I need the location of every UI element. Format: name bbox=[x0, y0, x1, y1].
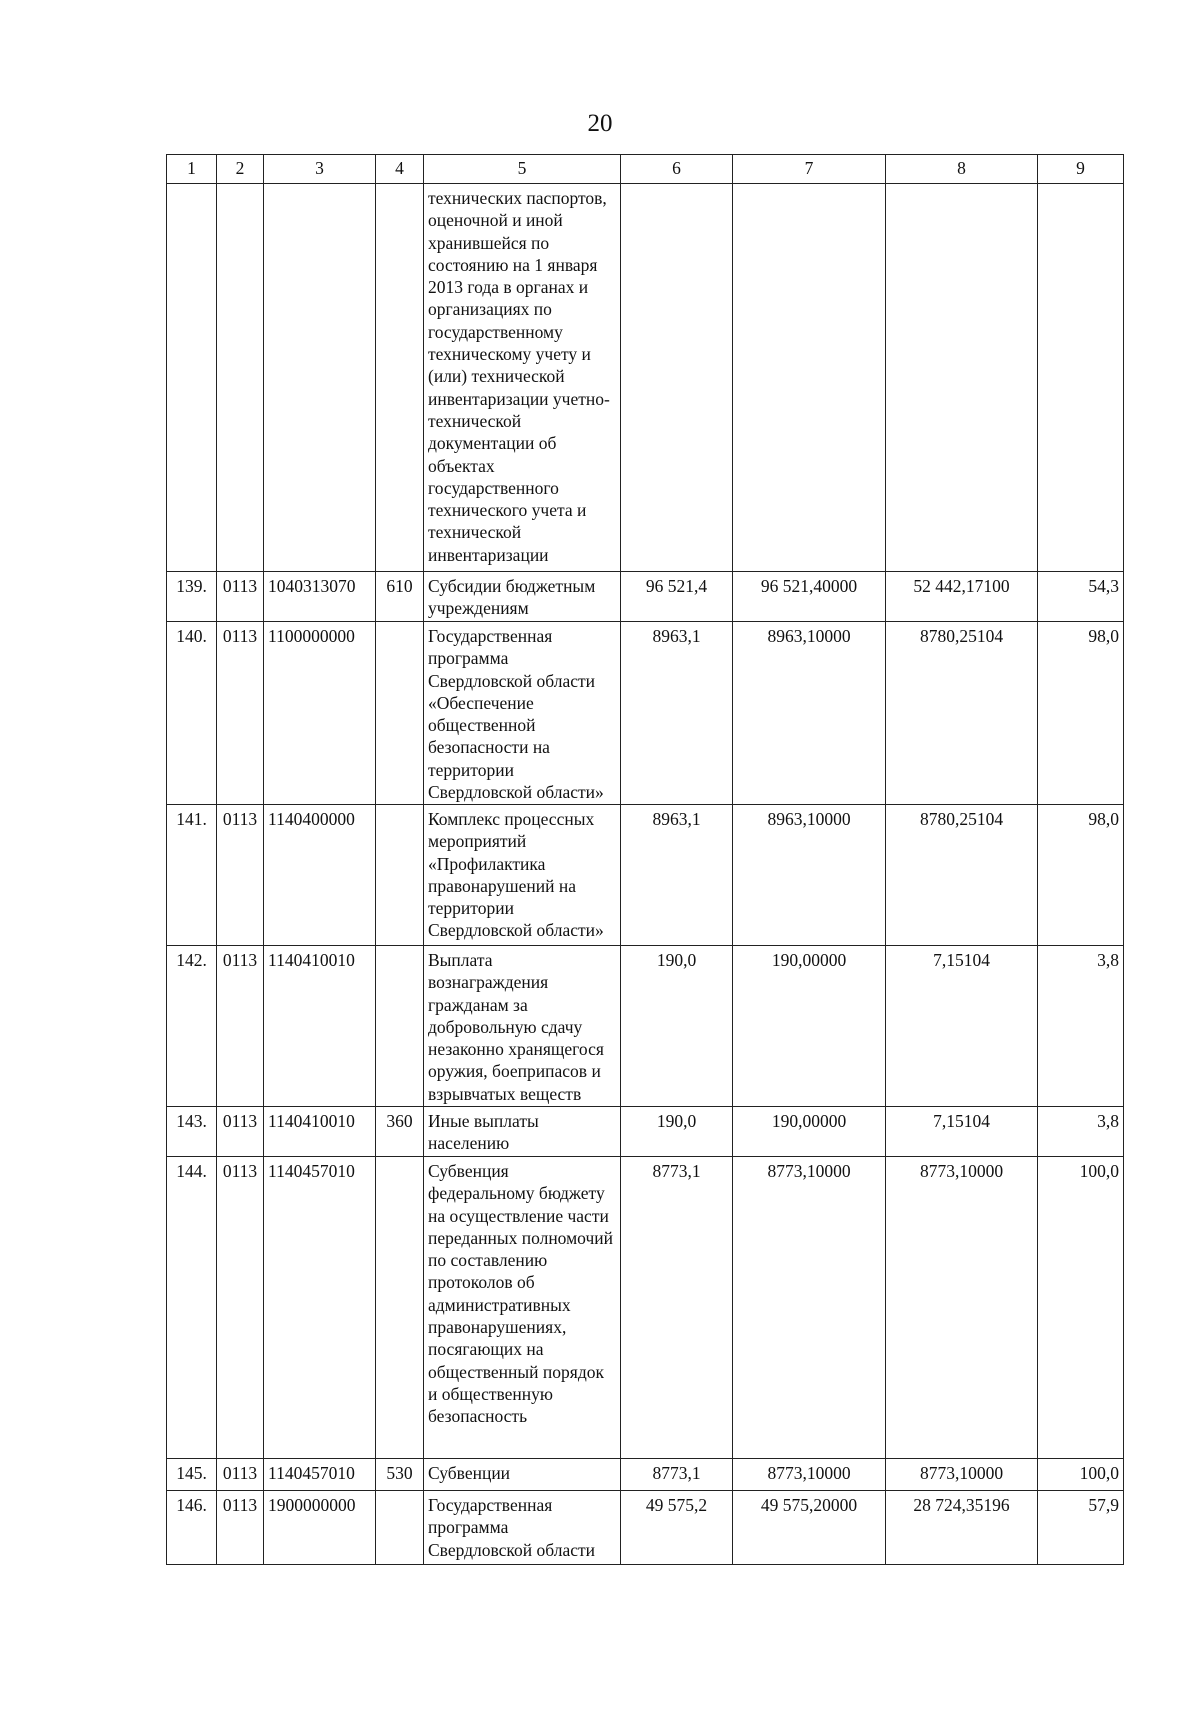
plan-amount: 8773,1 bbox=[621, 1157, 733, 1459]
target-article-code: 1140410010 bbox=[264, 1107, 376, 1157]
table-row bbox=[167, 1459, 1124, 1491]
expense-type-code bbox=[376, 805, 424, 946]
execution-percent: 100,0 bbox=[1038, 1157, 1124, 1459]
row-number: 144. bbox=[167, 1157, 217, 1459]
table-row bbox=[167, 622, 1124, 805]
approved-amount: 190,00000 bbox=[733, 1107, 886, 1157]
approved-amount: 49 575,20000 bbox=[733, 1491, 886, 1565]
expense-type-code bbox=[376, 1491, 424, 1565]
table-row bbox=[167, 946, 1124, 1107]
item-name: Субсидии бюджетным учреждениям bbox=[424, 572, 621, 622]
plan-amount: 190,0 bbox=[621, 1107, 733, 1157]
column-header: 9 bbox=[1038, 155, 1124, 184]
table-row bbox=[167, 1107, 1124, 1157]
item-name: Государственная программа Свердловской области «Обеспечение общественной безопасности на территории Свердловской области» bbox=[424, 622, 621, 805]
expense-type-code: 610 bbox=[376, 572, 424, 622]
section-code: 0113 bbox=[217, 1491, 264, 1565]
row-number: 141. bbox=[167, 805, 217, 946]
item-name: Выплата вознаграждения гражданам за добровольную сдачу незаконно хранящегося оружия, боеприпасов и взрывчатых веществ bbox=[424, 946, 621, 1107]
plan-amount: 190,0 bbox=[621, 946, 733, 1107]
executed-amount: 7,15104 bbox=[886, 1107, 1038, 1157]
plan-amount bbox=[621, 184, 733, 572]
section-code: 0113 bbox=[217, 946, 264, 1107]
row-number: 146. bbox=[167, 1491, 217, 1565]
item-name: технических паспортов, оценочной и иной хранившейся по состоянию на 1 января 2013 года в органах и организациях по государственному техническому учету и (или) технической инвентаризации учетно-технической документации об объектах государственного технического учета и технической инвентаризации bbox=[424, 184, 621, 572]
execution-percent: 100,0 bbox=[1038, 1459, 1124, 1491]
table-row bbox=[167, 1157, 1124, 1459]
execution-percent: 98,0 bbox=[1038, 622, 1124, 805]
approved-amount: 8773,10000 bbox=[733, 1157, 886, 1459]
execution-percent: 3,8 bbox=[1038, 1107, 1124, 1157]
approved-amount bbox=[733, 184, 886, 572]
plan-amount: 8963,1 bbox=[621, 805, 733, 946]
execution-percent: 57,9 bbox=[1038, 1491, 1124, 1565]
column-header: 8 bbox=[886, 155, 1038, 184]
page-number: 20 bbox=[587, 110, 613, 137]
approved-amount: 190,00000 bbox=[733, 946, 886, 1107]
column-header: 4 bbox=[376, 155, 424, 184]
target-article-code: 1140457010 bbox=[264, 1459, 376, 1491]
column-header: 2 bbox=[217, 155, 264, 184]
plan-amount: 96 521,4 bbox=[621, 572, 733, 622]
item-name: Комплекс процессных мероприятий «Профилактика правонарушений на территории Свердловской области» bbox=[424, 805, 621, 946]
row-number: 145. bbox=[167, 1459, 217, 1491]
executed-amount: 7,15104 bbox=[886, 946, 1038, 1107]
section-code bbox=[217, 184, 264, 572]
table-row bbox=[167, 184, 1124, 572]
section-code: 0113 bbox=[217, 1157, 264, 1459]
expense-type-code bbox=[376, 946, 424, 1107]
executed-amount bbox=[886, 184, 1038, 572]
column-header: 5 bbox=[424, 155, 621, 184]
plan-amount: 8773,1 bbox=[621, 1459, 733, 1491]
executed-amount: 28 724,35196 bbox=[886, 1491, 1038, 1565]
executed-amount: 8780,25104 bbox=[886, 805, 1038, 946]
section-code: 0113 bbox=[217, 622, 264, 805]
expense-type-code bbox=[376, 184, 424, 572]
row-number: 140. bbox=[167, 622, 217, 805]
row-number bbox=[167, 184, 217, 572]
target-article-code: 1140410010 bbox=[264, 946, 376, 1107]
executed-amount: 8773,10000 bbox=[886, 1459, 1038, 1491]
target-article-code: 1140400000 bbox=[264, 805, 376, 946]
row-number: 143. bbox=[167, 1107, 217, 1157]
executed-amount: 8780,25104 bbox=[886, 622, 1038, 805]
table-row bbox=[167, 805, 1124, 946]
row-number: 142. bbox=[167, 946, 217, 1107]
section-code: 0113 bbox=[217, 805, 264, 946]
execution-percent: 3,8 bbox=[1038, 946, 1124, 1107]
expense-type-code bbox=[376, 1157, 424, 1459]
plan-amount: 8963,1 bbox=[621, 622, 733, 805]
column-header: 1 bbox=[167, 155, 217, 184]
section-code: 0113 bbox=[217, 1459, 264, 1491]
approved-amount: 96 521,40000 bbox=[733, 572, 886, 622]
approved-amount: 8963,10000 bbox=[733, 805, 886, 946]
table-row bbox=[167, 1491, 1124, 1565]
executed-amount: 8773,10000 bbox=[886, 1157, 1038, 1459]
execution-percent: 54,3 bbox=[1038, 572, 1124, 622]
item-name: Государственная программа Свердловской области bbox=[424, 1491, 621, 1565]
expense-type-code: 530 bbox=[376, 1459, 424, 1491]
execution-percent bbox=[1038, 184, 1124, 572]
budget-table bbox=[166, 154, 1124, 1565]
column-header: 7 bbox=[733, 155, 886, 184]
item-name: Субвенции bbox=[424, 1459, 621, 1491]
column-header: 3 bbox=[264, 155, 376, 184]
approved-amount: 8773,10000 bbox=[733, 1459, 886, 1491]
expense-type-code: 360 bbox=[376, 1107, 424, 1157]
executed-amount: 52 442,17100 bbox=[886, 572, 1038, 622]
target-article-code bbox=[264, 184, 376, 572]
column-header: 6 bbox=[621, 155, 733, 184]
execution-percent: 98,0 bbox=[1038, 805, 1124, 946]
table-row bbox=[167, 572, 1124, 622]
target-article-code: 1100000000 bbox=[264, 622, 376, 805]
item-name: Субвенция федеральному бюджету на осуществление части переданных полномочий по составлению протоколов об административных правонарушениях, посягающих на общественный порядок и общественную безопасность bbox=[424, 1157, 621, 1459]
row-number: 139. bbox=[167, 572, 217, 622]
approved-amount: 8963,10000 bbox=[733, 622, 886, 805]
target-article-code: 1140457010 bbox=[264, 1157, 376, 1459]
target-article-code: 1040313070 bbox=[264, 572, 376, 622]
target-article-code: 1900000000 bbox=[264, 1491, 376, 1565]
item-name: Иные выплаты населению bbox=[424, 1107, 621, 1157]
table-header-row bbox=[167, 155, 1124, 184]
section-code: 0113 bbox=[217, 1107, 264, 1157]
expense-type-code bbox=[376, 622, 424, 805]
section-code: 0113 bbox=[217, 572, 264, 622]
plan-amount: 49 575,2 bbox=[621, 1491, 733, 1565]
